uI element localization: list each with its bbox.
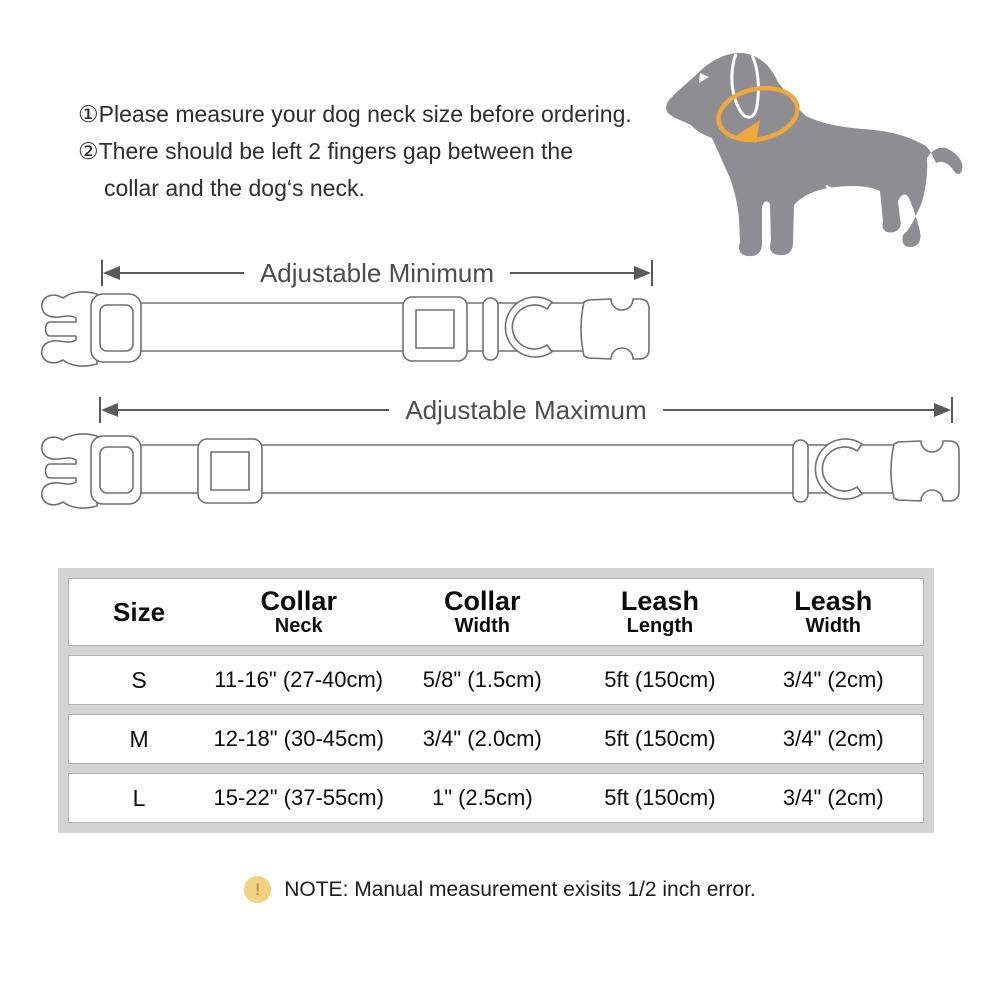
arrow-left-icon: [101, 403, 118, 417]
header-subline: Width: [805, 615, 861, 638]
buckle-male-prongs: [42, 434, 97, 508]
cell-leash-length: 5ft (150cm): [604, 785, 716, 810]
adjustable-maximum-dimension: [99, 396, 953, 424]
exclamation-icon: !: [244, 876, 271, 903]
cell-collar-width: 3/4" (2.0cm): [422, 726, 542, 751]
adjustable-minimum-label: Adjustable Minimum: [259, 257, 495, 288]
strap-keeper: [793, 440, 808, 502]
cell-collar-width: 5/8" (1.5cm): [422, 667, 542, 692]
arrow-right-icon: [634, 266, 651, 280]
cell-collar-neck: 15-22" (37-55cm): [213, 785, 384, 810]
cell-collar-neck: 12-18" (30-45cm): [213, 726, 384, 751]
size-table-header-row: [68, 578, 924, 646]
instruction-line-1: ①Please measure your dog neck size before ordering.: [78, 101, 632, 127]
arrow-right-icon: [934, 403, 951, 417]
header-line: Leash: [794, 585, 873, 616]
buckle-frame-slot: [100, 447, 133, 493]
measurement-note: [0, 876, 1000, 903]
cell-leash-length: 5ft (150cm): [604, 667, 716, 692]
cell-leash-width: 3/4" (2cm): [782, 667, 884, 692]
header-line: Leash: [620, 585, 699, 616]
buckle-female: [891, 441, 959, 501]
header-subline: Width: [454, 615, 510, 638]
table-row-size-m: [68, 714, 924, 764]
buckle-female: [581, 299, 649, 359]
triglide-slot: [416, 310, 454, 348]
header-leash-width: [744, 587, 923, 638]
table-row-size-l: [68, 773, 924, 823]
buckle-male-prongs: [42, 292, 97, 366]
table-row-size-s: [68, 655, 924, 705]
header-line: Collar: [444, 585, 521, 616]
header-subline: Neck: [274, 615, 323, 638]
header-line: Collar: [260, 585, 337, 616]
header-leash-length: [576, 587, 743, 638]
buckle-frame-slot: [100, 305, 133, 351]
dimension-line: [120, 272, 244, 274]
header-subline: Length: [626, 615, 694, 638]
instruction-line-3: collar and the dog‘s neck.: [104, 175, 365, 201]
strap-keeper: [483, 298, 498, 360]
dimension-line: [510, 272, 634, 274]
triglide-slot: [211, 452, 249, 490]
cell-leash-length: 5ft (150cm): [604, 726, 716, 751]
header-size: Size: [113, 596, 166, 627]
dog-illustration: [650, 40, 970, 268]
cell-leash-width: 3/4" (2cm): [782, 785, 884, 810]
cell-size: L: [132, 784, 146, 811]
cell-leash-width: 3/4" (2cm): [782, 726, 884, 751]
cell-collar-neck: 11-16" (27-40cm): [214, 667, 384, 692]
measuring-instructions: [78, 96, 678, 207]
collar-maximum-diagram: [35, 432, 965, 510]
header-collar-width: [388, 587, 576, 638]
cell-size: M: [129, 725, 149, 752]
collar-minimum-diagram: [35, 290, 660, 368]
dimension-endbar: [651, 260, 653, 286]
note-text: NOTE: Manual measurement exisits 1/2 inch error.: [284, 877, 756, 901]
dog-silhouette-icon: [650, 40, 970, 268]
adjustable-maximum-label: Adjustable Maximum: [405, 394, 647, 425]
arrow-left-icon: [103, 266, 120, 280]
dimension-line: [663, 409, 934, 411]
size-table: [58, 568, 934, 833]
instruction-line-2: ②There should be left 2 fingers gap between the: [78, 138, 573, 164]
cell-collar-width: 1" (2.5cm): [431, 785, 533, 810]
dimension-line: [118, 409, 389, 411]
cell-size: S: [131, 666, 147, 693]
adjustable-minimum-dimension: [101, 259, 653, 287]
header-collar-neck: [209, 587, 388, 638]
dimension-endbar: [951, 397, 953, 423]
